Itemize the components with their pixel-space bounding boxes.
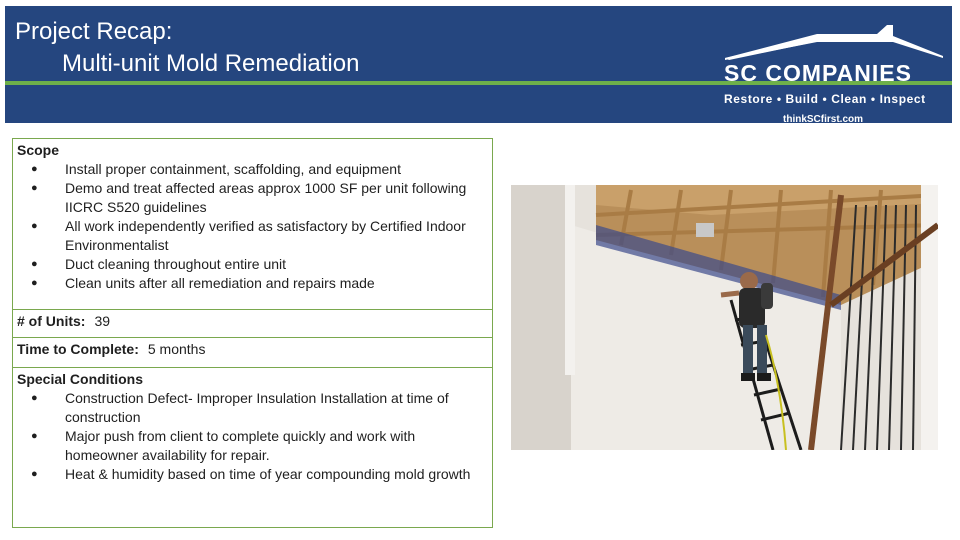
units-label: # of Units:: [17, 313, 86, 329]
company-logo: [717, 20, 947, 125]
bullet-icon: ●: [31, 258, 38, 270]
bullet-icon: ●: [31, 392, 38, 404]
list-item: ● Construction Defect- Improper Insulation Installation at time of construction: [31, 390, 449, 425]
header-banner: [5, 6, 952, 123]
scope-heading: Scope: [17, 142, 60, 158]
worker-on-ladder-photo: [511, 185, 938, 450]
time-label: Time to Complete:: [17, 341, 139, 357]
time-cell: [13, 338, 493, 368]
bullet-icon: ●: [31, 163, 38, 175]
bullet-icon: ●: [31, 430, 38, 442]
scope-cell: [13, 139, 493, 310]
list-item: ● Duct cleaning throughout entire unit: [31, 256, 287, 272]
list-item: ● Clean units after all remediation and repairs made: [31, 275, 375, 291]
photo-illustration: [511, 185, 938, 450]
list-item: ● Install proper containment, scaffolding, and equipment: [31, 161, 401, 177]
project-info-table: [12, 138, 493, 528]
special-conditions-cell: [13, 368, 493, 528]
house-roof-icon: [717, 20, 947, 60]
bullet-icon: ●: [31, 182, 38, 194]
special-conditions-heading: Special Conditions: [17, 371, 144, 387]
logo-url: thinkSCfirst.com: [783, 114, 864, 125]
units-cell: [13, 310, 493, 338]
title-line-1: Project Recap:: [15, 18, 173, 45]
title-line-2: Multi-unit Mold Remediation: [62, 50, 360, 77]
bullet-icon: ●: [31, 277, 38, 289]
list-item: ● Demo and treat affected areas approx 1000 SF per unit following IICRC S520 guidelines: [31, 180, 467, 215]
list-item: ● Heat & humidity based on time of year compounding mold growth: [31, 466, 471, 482]
scope-list: [17, 160, 488, 293]
logo-tagline: Restore • Build • Clean • Inspect: [724, 92, 926, 106]
special-conditions-list: [17, 389, 488, 484]
bullet-icon: ●: [31, 468, 38, 480]
units-value: 39: [94, 313, 111, 329]
time-value: 5 months: [147, 341, 206, 357]
bullet-icon: ●: [31, 220, 38, 232]
list-item: ● All work independently verified as satisfactory by Certified Indoor Environmentalist: [31, 218, 466, 253]
list-item: ● Major push from client to complete quickly and work with homeowner availability for repair.: [31, 428, 416, 463]
logo-wordmark: SC COMPANIES: [724, 60, 912, 86]
